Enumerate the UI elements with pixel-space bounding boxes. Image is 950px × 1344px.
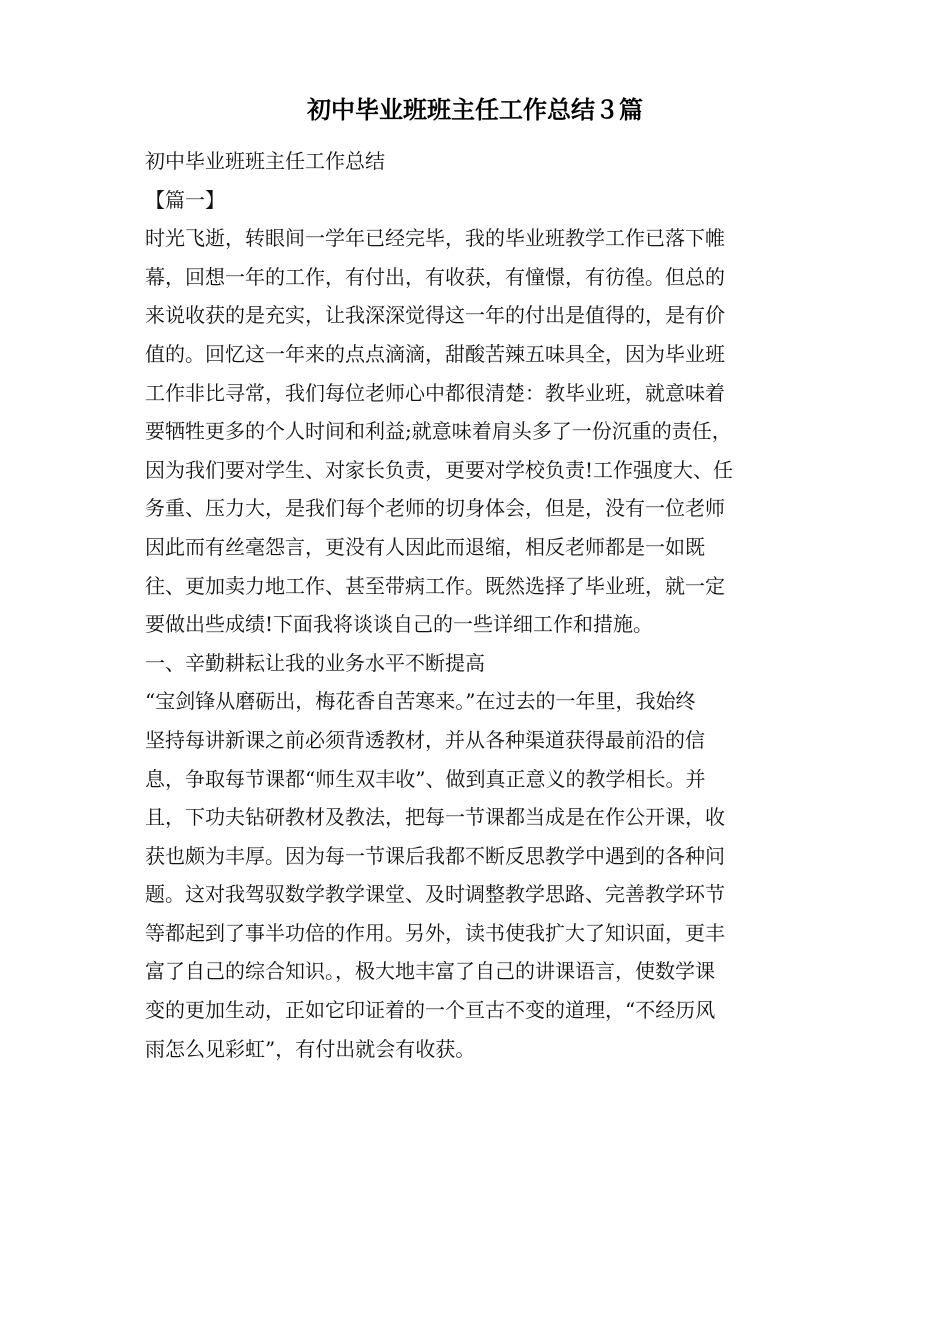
text-line: “宝剑锋从磨砺出，梅花香自苦寒来。”在过去的一年里，我始终 bbox=[145, 689, 696, 714]
text-line: 且，下功夫钻研教材及教法，把每一节课都当成是在作公开课，收 bbox=[145, 805, 725, 830]
text-line: 坚持每讲新课之前必须背透教材，并从各种渠道获得最前沿的信 bbox=[145, 727, 705, 752]
text-line: 时光飞逝，转眼间一学年已经完毕，我的毕业班教学工作已落下帷 bbox=[145, 226, 725, 251]
document-body bbox=[145, 142, 810, 1068]
section-heading: 【篇一】 bbox=[145, 187, 225, 212]
text-line: 因此而有丝毫怨言，更没有人因此而退缩，相反老师都是一如既 bbox=[145, 534, 705, 559]
text-line: 获也颇为丰厚。因为每一节课后我都不断反思教学中遇到的各种问 bbox=[145, 843, 725, 868]
text-line: 工作非比寻常，我们每位老师心中都很清楚：教毕业班，就意味着 bbox=[145, 380, 725, 405]
text-line: 雨怎么见彩虹”，有付出就会有收获。 bbox=[145, 1036, 476, 1061]
text-line: 息，争取每节课都“师生双丰收”、做到真正意义的教学相长。并 bbox=[145, 766, 706, 791]
text-line: 等都起到了事半功倍的作用。另外，读书使我扩大了知识面，更丰 bbox=[145, 920, 725, 945]
text-line: 因为我们要对学生、对家长负责，更要对学校负责!工作强度大、任 bbox=[145, 457, 734, 482]
text-line: 要做出些成绩!下面我将谈谈自己的一些详细工作和措施。 bbox=[145, 612, 654, 637]
text-line: 往、更加卖力地工作、甚至带病工作。既然选择了毕业班，就一定 bbox=[145, 573, 725, 598]
text-line: 题。这对我驾驭数学教学课堂、及时调整教学思路、完善教学环节 bbox=[145, 882, 725, 907]
text-line: 幕，回想一年的工作，有付出，有收获，有憧憬，有彷徨。但总的 bbox=[145, 264, 725, 289]
subsection-heading: 一、辛勤耕耘让我的业务水平不断提高 bbox=[145, 650, 485, 675]
text-line: 变的更加生动，正如它印证着的一个亘古不变的道理，“不经历风 bbox=[145, 998, 716, 1023]
subtitle-line: 初中毕业班班主任工作总结 bbox=[145, 149, 385, 173]
text-line: 务重、压力大，是我们每个老师的切身体会，但是，没有一位老师 bbox=[145, 496, 725, 521]
document-title: 初中毕业班班主任工作总结３篇 bbox=[307, 95, 643, 124]
text-line: 富了自己的综合知识。，极大地丰富了自己的讲课语言，使数学课 bbox=[145, 959, 715, 984]
text-line: 要牺牲更多的个人时间和利益;就意味着肩头多了一份沉重的责任， bbox=[145, 419, 732, 444]
text-line: 值的。回忆这一年来的点点滴滴，甜酸苦辣五味具全，因为毕业班 bbox=[145, 341, 725, 366]
text-line: 来说收获的是充实，让我深深觉得这一年的付出是值得的，是有价 bbox=[145, 303, 725, 328]
